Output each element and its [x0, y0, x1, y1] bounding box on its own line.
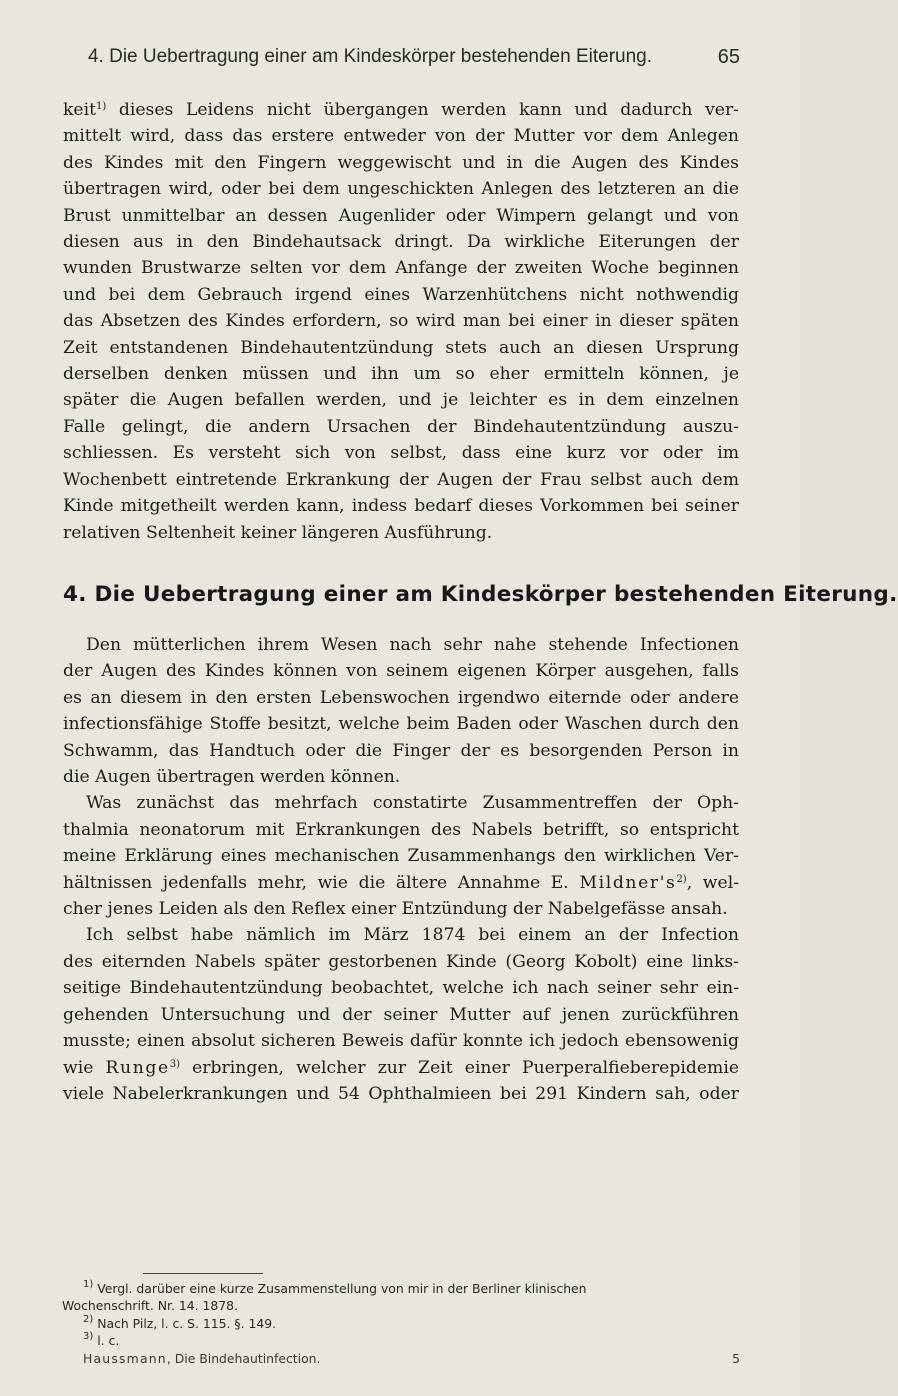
text-line: diesen aus in den Bindehautsack dringt. Da wirkliche Eiterungen der: [63, 232, 739, 253]
footnote-divider: [143, 1273, 263, 1274]
signature-mark: 5: [732, 1351, 740, 1366]
continued-paragraph: [63, 97, 739, 546]
page-footer: [83, 1351, 740, 1366]
text-line: der Augen des Kindes können von seinem eigenen Körper ausgehen, falls: [63, 661, 739, 682]
text-line: wie Runge$^{3)}$ erbringen, welcher zur Zeit einer Puerperalfieberepidemie: [63, 1057, 739, 1078]
text-line: seitige Bindehautentzündung beobachtet, welche ich nach seiner sehr ein-: [63, 978, 739, 999]
text-line: mittelt wird, dass das erstere entweder von der Mutter vor dem Anlegen: [63, 126, 739, 147]
footnote-ref: 3): [169, 1058, 181, 1070]
text-line: thalmia neonatorum mit Erkrankungen des Nabels betrifft, so entspricht: [63, 819, 739, 840]
text-line: Falle gelingt, die andern Ursachen der Bindehautentzündung auszu-: [63, 416, 739, 437]
text-line: meine Erklärung eines mechanischen Zusammenhangs den wirklichen Ver-: [63, 846, 739, 867]
footer-title: , Die Bindehautinfection.: [166, 1351, 321, 1366]
footnote-ref: 2): [676, 873, 687, 885]
text-line: Wochenbett eintretende Erkrankung der Augen der Frau selbst auch dem: [63, 469, 739, 490]
text-line: hältnissen jedenfalls mehr, wie die ältere Annahme E. $Mildner's^{2)}$, wel-: [63, 872, 739, 893]
text-line: die Augen übertragen werden können.: [63, 767, 401, 788]
section-body: [63, 632, 739, 1107]
text-line: Ich selbst habe nämlich im März 1874 bei einem an der Infection: [86, 925, 739, 946]
text-line: musste; einen absolut sicheren Beweis dafür konnte ich jedoch ebensowenig: [63, 1031, 739, 1052]
paragraph: [63, 790, 739, 922]
text-line: derselben denken müssen und ihn um so eher ermitteln können, je: [63, 364, 739, 385]
text-line: relativen Seltenheit keiner längeren Ausführung.: [63, 522, 493, 543]
footnotes: [62, 1279, 743, 1350]
footnote-1-continuation: Wochenschrift. Nr. 14. 1878.: [62, 1298, 239, 1314]
text-line: schliessen. Es versteht sich von selbst, dass eine kurz vor oder im: [63, 443, 739, 464]
section-heading: 4. Die Uebertragung einer am Kindeskörper bestehenden Eiterung.: [63, 582, 898, 607]
author-name: Runge: [105, 1057, 170, 1078]
footnote-2: $^{2)}$ Nach Pilz, l. c. S. 115. §. 149.: [83, 1313, 277, 1331]
text-line: das Absetzen des Kindes erfordern, so wird man bei einer in dieser späten: [63, 311, 739, 332]
page-number: 65: [717, 46, 740, 68]
footer-author: Haussmann: [83, 1351, 167, 1366]
text-line: viele Nabelerkrankungen und 54 Ophthalmieen bei 291 Kindern sah, oder: [63, 1083, 739, 1104]
text-line: keit$^{1)}$ dieses Leidens nicht übergangen werden kann und dadurch ver-: [63, 100, 739, 120]
text-line: und bei dem Gebrauch irgend eines Warzenhütchens nicht nothwendig: [63, 284, 739, 305]
paragraph: [63, 632, 739, 790]
running-head-title: 4. Die Uebertragung einer am Kindeskörper bestehenden Eiterung.: [87, 46, 653, 67]
footnote-ref: 1): [96, 101, 107, 112]
text-line: cher jenes Leiden als den Reflex einer Entzündung der Nabelgefässe ansah.: [63, 899, 728, 920]
text-line: Was zunächst das mehrfach constatirte Zusammentreffen der Oph-: [86, 793, 739, 814]
text-line: Kinde mitgetheilt werden kann, indess bedarf dieses Vorkommen bei seiner: [63, 496, 739, 517]
text-line: später die Augen befallen werden, und je leichter es in dem einzelnen: [63, 390, 739, 411]
text-line: Zeit entstandenen Bindehautentzündung stets auch an diesen Ursprung: [63, 337, 739, 358]
text-line: infectionsfähige Stoffe besitzt, welche beim Baden oder Waschen durch den: [63, 714, 739, 735]
text-line: wunden Brustwarze selten vor dem Anfange der zweiten Woche beginnen: [63, 258, 739, 279]
footnote-3: $^{3)}$ l. c.: [83, 1331, 120, 1349]
text-line: übertragen wird, oder bei dem ungeschickten Anlegen des letzteren an die: [63, 179, 739, 200]
text-line: Brust unmittelbar an dessen Augenlider oder Wimpern gelangt und von: [63, 205, 739, 226]
text-line: gehenden Untersuchung und der seiner Mutter auf jenen zurückführen: [63, 1004, 739, 1025]
author-name: Mildner's: [579, 872, 677, 893]
text-line: Den mütterlichen ihrem Wesen nach sehr nahe stehende Infectionen: [86, 635, 739, 655]
text-line: des eiternden Nabels später gestorbenen Kinde (Georg Kobolt) eine links-: [63, 951, 739, 972]
text-line: Schwamm, das Handtuch oder die Finger der es besorgenden Person in: [63, 740, 739, 761]
text-line: des Kindes mit den Fingern weggewischt und in die Augen des Kindes: [63, 152, 739, 173]
text-line: es an diesem in den ersten Lebenswochen irgendwo eiternde oder andere: [63, 687, 739, 708]
paragraph: [63, 922, 739, 1107]
running-head: [60, 46, 740, 76]
footnote-1: $^{1)}$ Vergl. darüber eine kurze Zusammenstellung von mir in der Berliner klinischen: [83, 1279, 587, 1296]
